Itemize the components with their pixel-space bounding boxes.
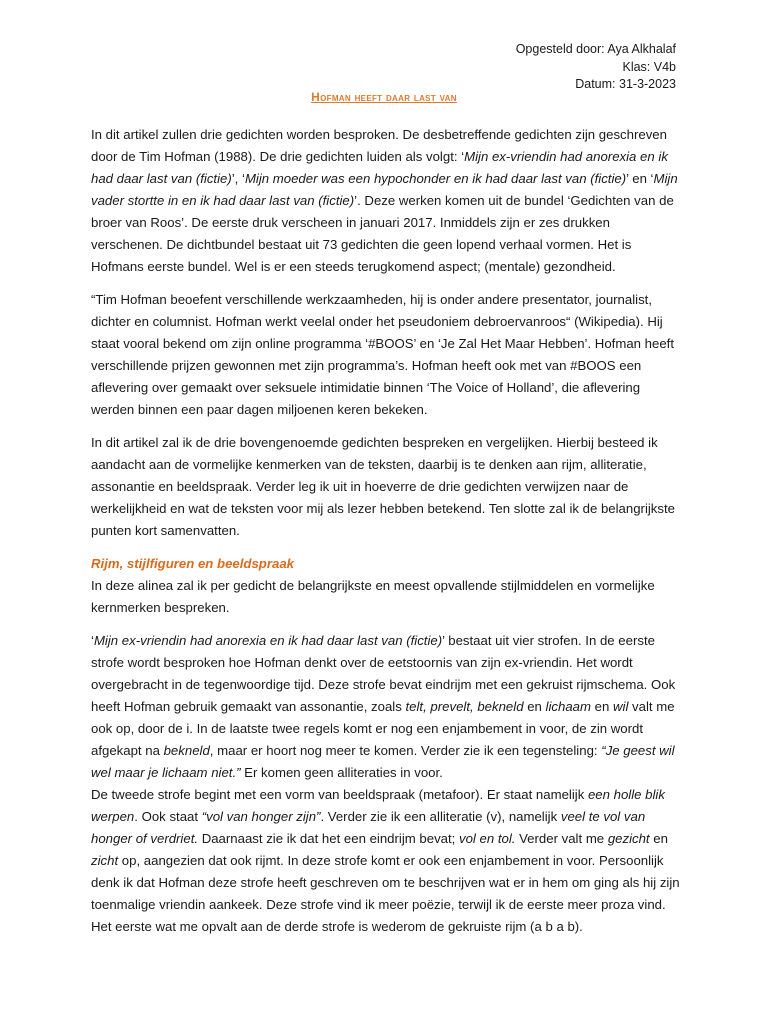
text-run: , maar er hoort nog meer te komen. Verder zie ik een tegensteling: (209, 743, 602, 758)
poem-title: Mijn ex-vriendin had anorexia en ik had daar last van (fictie) (93, 633, 443, 648)
quote-italic: zicht (91, 853, 119, 868)
quote-italic: wil (612, 699, 629, 714)
paragraph-intro (91, 124, 683, 278)
paragraph-outline: In dit artikel zal ik de drie bovengenoemde gedichten bespreken en vergelijken. Hierbij besteed ik aandacht aan de vormelijke kenmerken van de teksten, daarbij is te denken aan rijm, alliteratie, assonantie en beeldspraak. Verder leg ik uit in hoeverre de drie gedichten verwijzen naar de werkelijkheid en wat de teksten voor mij als lezer hebben betekend. Ten slotte zal ik de belangrijkste punten kort samenvatten. (91, 435, 675, 538)
text-run: en (590, 699, 613, 714)
text-run: Daarnaast zie ik dat het een eindrijm bevat; (198, 831, 459, 846)
quote-italic: lichaam (545, 699, 591, 714)
document-meta (516, 41, 676, 94)
date-line: Datum: 31-3-2023 (575, 77, 676, 91)
text-run: ‘ (91, 633, 94, 648)
quote-italic: gezicht (607, 831, 650, 846)
author-line: Opgesteld door: Aya Alkhalaf (515, 42, 676, 56)
text-run: ’, ‘ (231, 171, 245, 186)
paragraph-poem-analysis-2 (91, 784, 683, 938)
document-title: Hofman heeft daar last van (311, 90, 457, 104)
text-run: op, aangezien dat ook rijmt. In deze strofe komt er ook een enjambement in voor. Persoonlijk denk ik dat Hofman deze strofe heeft geschreven om te beschrijven wat er in hem om ging als hij zijn toenmalige vriendin aankeek. Deze strofe vind ik meer poëzie, terwijl ik de eerste meer proza vind. Het eerste wat me opvalt aan de derde strofe is wederom de gekruiste rijm (a b a b). (91, 853, 680, 934)
quote-italic: “Je geest wil wel maar je lichaam niet.” (91, 743, 675, 780)
text-run: en (649, 831, 668, 846)
text-run: valt me ook op, door de i. In de laatste twee regels komt er nog een enjambement in voor, de zin wordt afgekapt na (91, 699, 675, 758)
text-run: . Ook staat (134, 809, 202, 824)
quote-italic: veel te vol van honger of verdriet. (91, 809, 646, 846)
document-body (91, 124, 683, 938)
text-run: Verder valt me (515, 831, 608, 846)
text-run: De tweede strofe begint met een vorm van beeldspraak (metafoor). Er staat namelijk (91, 787, 588, 802)
text-run: Er komen geen alliteraties in voor. (240, 765, 443, 780)
text-run: ’ en ‘ (626, 171, 654, 186)
text-run: In dit artikel zullen drie gedichten worden besproken. De desbetreffende gedichten zijn geschreven door de Tim Hofman (1988). De drie gedichten luiden als volgt: ‘ (91, 127, 667, 164)
poem-title: Mijn ex-vriendin had anorexia en ik had daar last van (fictie) (91, 149, 668, 186)
quote-italic: een holle blik werpen (91, 787, 665, 824)
quote-italic: bekneld (163, 743, 210, 758)
text-run: . Verder zie ik een alliteratie (v), namelijk (320, 809, 561, 824)
section-heading: Rijm, stijlfiguren en beeldspraak (91, 556, 294, 571)
text-run: en (523, 699, 546, 714)
quote-italic: telt, prevelt, bekneld (405, 699, 524, 714)
poem-title: Mijn moeder was een hypochonder en ik had daar last van (fictie) (244, 171, 627, 186)
paragraph-poem-analysis-1 (91, 630, 683, 784)
quote-italic: “vol van honger zijn” (201, 809, 321, 824)
paragraph-section-intro: In deze alinea zal ik per gedicht de belangrijkste en meest opvallende stijlmiddelen en vormelijke kernmerken bespreken. (91, 578, 655, 615)
class-line: Klas: V4b (622, 59, 676, 74)
text-run: ’ bestaat uit vier strofen. In de eerste strofe wordt besproken hoe Hofman denkt over de eetstoornis van zijn ex-vriendin. Het wordt overgebracht in de tegenwoordige tijd. Deze strofe bevat eindrijm met een gekruist rijmschema. Ook heeft Hofman gebruik gemaakt van assonantie, zoals (91, 633, 676, 714)
text-run: ’. Deze werken komen uit de bundel ‘Gedichten van de broer van Roos’. De eerste druk verscheen in januari 2017. Inmiddels zijn er zes drukken verschenen. De dichtbundel bestaat uit 73 gedichten die geen lopend verhaal vormen. Het is Hofmans eerste bundel. Wel is er een steeds terugkomend aspect; (mentale) gezondheid. (91, 193, 674, 274)
paragraph-author-bio: “Tim Hofman beoefent verschillende werkzaamheden, hij is onder andere presentator, journalist, dichter en columnist. Hofman werkt veelal onder het pseudoniem debroervanroos“ (Wikipedia). Hij staat vooral bekend om zijn online programma ‘#BOOS’ en ‘Je Zal Het Maar Hebben’. Hofman heeft verschillende prijzen gewonnen met zijn programma’s. Hofman heeft ook met van #BOOS een aflevering over gemaakt over seksuele intimidatie binnen ‘The Voice of Holland’, die aflevering werden binnen een paar dagen miljoenen keren bekeken. (91, 292, 674, 417)
poem-title: Mijn vader stortte in en ik had daar last van (fictie) (91, 171, 678, 208)
quote-italic: vol en tol. (459, 831, 516, 846)
